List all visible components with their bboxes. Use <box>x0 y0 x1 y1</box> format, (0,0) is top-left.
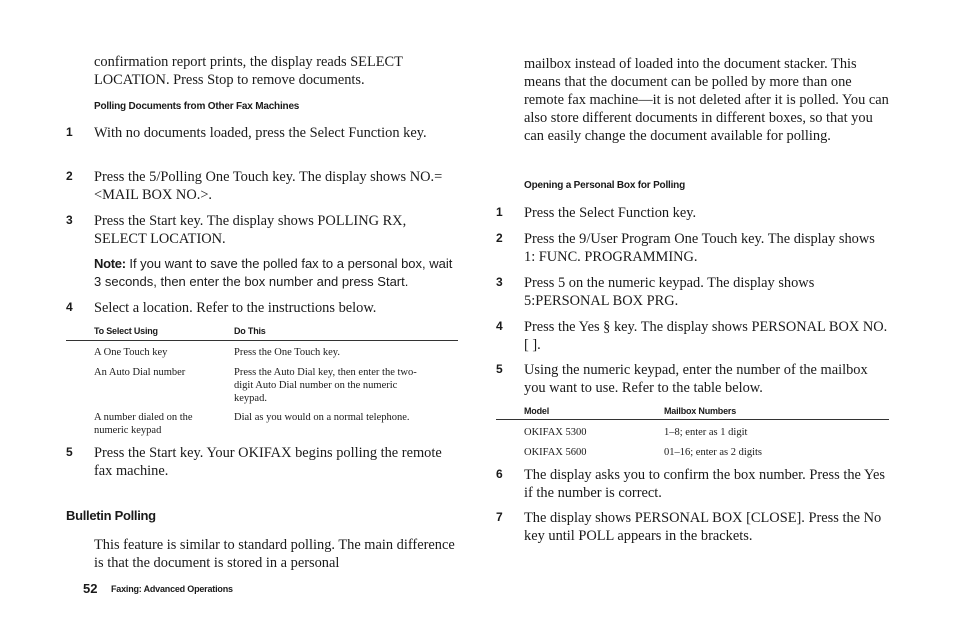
note <box>94 255 458 291</box>
bulletin-paragraph: This feature is similar to standard polling. The main difference is that the document is stored in a personal <box>94 537 455 571</box>
step-text: Press the Start key. The display shows POLLING RX, SELECT LOCATION. <box>94 213 407 247</box>
step-number: 4 <box>496 319 503 333</box>
step-text: Press the Yes § key. The display shows PERSONAL BOX NO. [ ]. <box>524 319 888 353</box>
table-cell: Press the Auto Dial key, then enter the two-digit Auto Dial number on the numeric keypad. <box>234 367 417 404</box>
table-header-model: Model <box>524 406 549 416</box>
table-rule <box>496 419 889 420</box>
step-number: 2 <box>496 231 503 245</box>
table-cell: OKIFAX 5600 <box>524 447 587 458</box>
step-number: 5 <box>496 362 503 376</box>
step-number: 3 <box>496 275 503 289</box>
step-number: 6 <box>496 467 503 481</box>
bulletin-polling-heading: Bulletin Polling <box>66 508 156 523</box>
table-rule <box>66 340 458 341</box>
bulletin-continued-paragraph: mailbox instead of loaded into the document stacker. This means that the document can be polled by more than one remote fax machine—it is not deleted after it is polled. You can also store different documents in different boxes, so that you can easily change the document available for polling. <box>524 56 889 144</box>
table-cell: OKIFAX 5300 <box>524 427 587 438</box>
personal-box-heading: Opening a Personal Box for Polling <box>524 180 685 191</box>
step-number: 2 <box>66 169 73 183</box>
table-cell: A number dialed on the numeric keypad <box>94 412 193 436</box>
footer-section-title: Faxing: Advanced Operations <box>111 584 233 594</box>
step-number: 4 <box>66 300 73 314</box>
step-number: 7 <box>496 510 503 524</box>
table-header-mailbox-numbers: Mailbox Numbers <box>664 406 737 416</box>
step-text: Using the numeric keypad, enter the number of the mailbox you want to use. Refer to the table below. <box>524 362 868 396</box>
step-text: The display asks you to confirm the box number. Press the Yes if the number is correct. <box>524 467 885 501</box>
step-text: The display shows PERSONAL BOX [CLOSE]. Press the No key until POLL appears in the brackets. <box>524 510 882 544</box>
table-header-do-this: Do This <box>234 326 266 336</box>
step-number: 3 <box>66 213 73 227</box>
step-number: 1 <box>66 125 73 139</box>
intro-continued-paragraph: confirmation report prints, the display reads SELECT LOCATION. Press Stop to remove documents. <box>94 54 403 88</box>
table-cell: Press the One Touch key. <box>234 347 340 358</box>
step-text: Press the Start key. Your OKIFAX begins polling the remote fax machine. <box>94 445 442 479</box>
note-text: If you want to save the polled fax to a personal box, wait 3 seconds, then enter the box number and press Start. <box>94 256 453 289</box>
step-text: With no documents loaded, press the Select Function key. <box>94 125 427 141</box>
polling-heading: Polling Documents from Other Fax Machines <box>94 101 300 112</box>
note-label: Note: <box>94 256 126 271</box>
step-text: Press 5 on the numeric keypad. The display shows 5:PERSONAL BOX PRG. <box>524 275 815 309</box>
table-header-to-select: To Select Using <box>94 326 158 336</box>
step-text: Press the 9/User Program One Touch key. The display shows 1: FUNC. PROGRAMMING. <box>524 231 875 265</box>
table-cell: 01–16; enter as 2 digits <box>664 447 762 458</box>
step-text: Press the 5/Polling One Touch key. The display shows NO.=<MAIL BOX NO.>. <box>94 169 443 203</box>
table-cell: A One Touch key <box>94 347 168 358</box>
step-text: Press the Select Function key. <box>524 205 697 221</box>
step-number: 5 <box>66 445 73 459</box>
table-cell: Dial as you would on a normal telephone. <box>234 412 410 423</box>
table-cell: An Auto Dial number <box>94 367 186 378</box>
page-number: 52 <box>83 581 98 596</box>
step-text: Select a location. Refer to the instructions below. <box>94 300 377 316</box>
step-number: 1 <box>496 205 503 219</box>
table-cell: 1–8; enter as 1 digit <box>664 427 748 438</box>
